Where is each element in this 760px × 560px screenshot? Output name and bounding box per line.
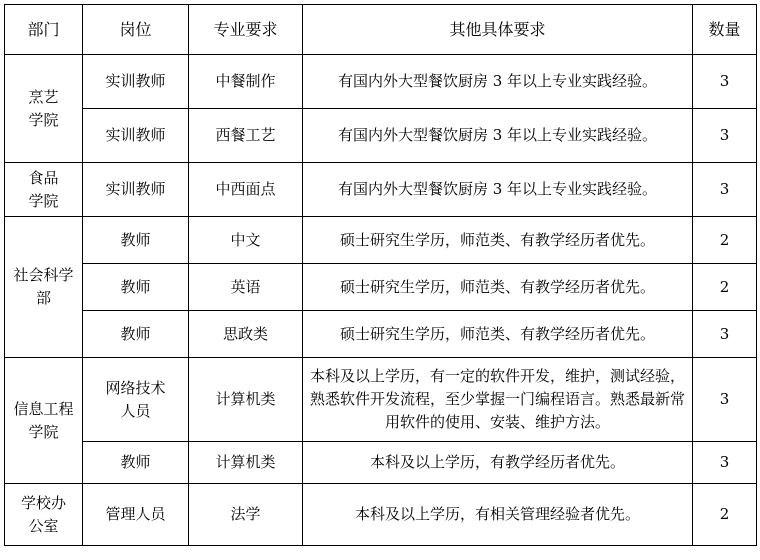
position-cell: 实训教师 (83, 163, 189, 217)
requirements-cell: 有国内外大型餐饮厨房 3 年以上专业实践经验。 (303, 163, 693, 217)
major-cell: 中西面点 (189, 163, 303, 217)
quantity-cell: 2 (693, 264, 757, 311)
requirements-cell: 硕士研究生学历，师范类、有教学经历者优先。 (303, 311, 693, 358)
table-row (5, 163, 757, 217)
dept-cell (5, 163, 83, 217)
header-quantity: 数量 (693, 5, 757, 55)
table-row (5, 217, 757, 264)
position-cell: 管理人员 (83, 484, 189, 546)
position-cell (83, 358, 189, 442)
major-cell: 法学 (189, 484, 303, 546)
position-cell: 教师 (83, 217, 189, 264)
dept-cell (5, 358, 83, 484)
major-cell: 西餐工艺 (189, 109, 303, 163)
requirements-cell: 有国内外大型餐饮厨房 3 年以上专业实践经验。 (303, 109, 693, 163)
requirements-cell: 本科及以上学历，有一定的软件开发，维护，测试经验，熟悉软件开发流程，至少掌握一门编程语言。熟悉最新常用软件的使用、安装、维护方法。 (303, 358, 693, 442)
quantity-cell: 2 (693, 217, 757, 264)
position-cell: 教师 (83, 264, 189, 311)
quantity-cell: 3 (693, 311, 757, 358)
header-major: 专业要求 (189, 5, 303, 55)
position-cell: 实训教师 (83, 55, 189, 109)
table-row (5, 358, 757, 442)
quantity-cell: 3 (693, 55, 757, 109)
recruitment-table (4, 4, 757, 546)
major-cell: 中餐制作 (189, 55, 303, 109)
quantity-cell: 3 (693, 163, 757, 217)
requirements-cell: 本科及以上学历，有教学经历者优先。 (303, 442, 693, 484)
dept-label: 社会科学部 (13, 266, 74, 307)
table-row (5, 311, 757, 358)
table-row (5, 55, 757, 109)
position-cell: 教师 (83, 311, 189, 358)
position-cell: 教师 (83, 442, 189, 484)
position-label: 网络技术人员 (105, 378, 166, 420)
table-row (5, 109, 757, 163)
header-row (5, 5, 757, 55)
position-cell: 实训教师 (83, 109, 189, 163)
dept-label: 烹艺学院 (28, 87, 59, 129)
requirements-cell: 有国内外大型餐饮厨房 3 年以上专业实践经验。 (303, 55, 693, 109)
quantity-cell: 3 (693, 358, 757, 442)
dept-cell (5, 55, 83, 163)
dept-cell (5, 217, 83, 358)
major-cell: 中文 (189, 217, 303, 264)
major-cell: 思政类 (189, 311, 303, 358)
quantity-cell: 2 (693, 484, 757, 546)
major-cell: 计算机类 (189, 358, 303, 442)
dept-cell (5, 484, 83, 546)
table-row (5, 484, 757, 546)
quantity-cell: 3 (693, 442, 757, 484)
major-cell: 英语 (189, 264, 303, 311)
dept-label: 食品学院 (28, 168, 59, 210)
header-position: 岗位 (83, 5, 189, 55)
requirements-cell: 硕士研究生学历，师范类、有教学经历者优先。 (303, 264, 693, 311)
requirements-cell: 硕士研究生学历，师范类、有教学经历者优先。 (303, 217, 693, 264)
table-row (5, 442, 757, 484)
major-cell: 计算机类 (189, 442, 303, 484)
dept-label: 学校办公室 (20, 493, 66, 535)
quantity-cell: 3 (693, 109, 757, 163)
header-requirements: 其他具体要求 (303, 5, 693, 55)
header-dept: 部门 (5, 5, 83, 55)
requirements-cell: 本科及以上学历，有相关管理经验者优先。 (303, 484, 693, 546)
dept-label: 信息工程学院 (13, 399, 74, 441)
table-row (5, 264, 757, 311)
